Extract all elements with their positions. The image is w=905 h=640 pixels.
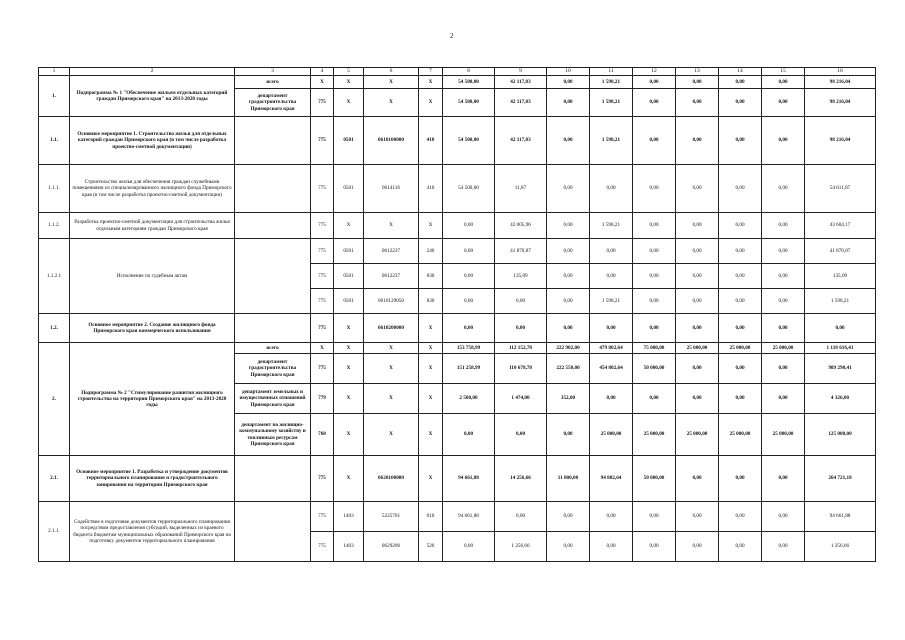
table-cell: 135,09 — [495, 264, 547, 289]
table-cell: 0,00 — [633, 76, 676, 89]
table-cell: 25 000,00 — [719, 343, 762, 354]
header-cell: 16 — [805, 68, 876, 76]
row-title: Основное мероприятие 1. Разработка и утверждение документов территориального планирования и градостроительного зонирования на территории Приморского края — [70, 456, 235, 502]
table-cell: 0,00 — [762, 89, 805, 117]
table-cell: 775 — [311, 213, 334, 239]
row-title: Исполнение по судебным актам — [70, 239, 235, 314]
table-cell: 0501 — [334, 165, 364, 213]
table-cell: 0,00 — [762, 289, 805, 314]
table-cell: 0,00 — [719, 532, 762, 562]
table-row — [39, 314, 876, 343]
row-number: 1.1.2.1 — [39, 239, 70, 314]
table-cell: 0612237 — [364, 239, 419, 264]
table-cell: 0610200000 — [364, 314, 419, 343]
table-cell: 98 216,04 — [805, 117, 876, 165]
row-title: Основное мероприятие 1. Строительство жилья для отдельных категорий граждан Приморского края (в том числе разработка проектно-сметной документации) — [70, 117, 235, 165]
table-cell: 0,00 — [805, 314, 876, 343]
table-cell: 0,00 — [633, 239, 676, 264]
table-cell: департамент градостроительства Приморского края — [235, 354, 311, 384]
table-cell: 775 — [311, 532, 334, 562]
table-cell: 25 000,00 — [762, 343, 805, 354]
table-cell: 0,00 — [547, 76, 590, 89]
row-title: Разработка проектно-сметной документации для строительства жилья отдельным категориям граждан Приморского края — [70, 213, 235, 239]
table-cell: 352,00 — [547, 384, 590, 414]
table-cell: 0,00 — [547, 502, 590, 532]
table-cell: Х — [419, 343, 443, 354]
table-cell: 0,00 — [762, 165, 805, 213]
header-cell: 14 — [719, 68, 762, 76]
table-cell: 222 902,00 — [547, 343, 590, 354]
row-title: Содействие в подготовке документов территориального планирования посредством предоставления субсидий, выделенных из краевого бюджета бюджетам муниципальных образований Приморского края на подготовку документов территориального планирования — [70, 502, 235, 562]
table-cell: 0,00 — [719, 239, 762, 264]
table-cell: 010 — [419, 502, 443, 532]
table-cell: 0,00 — [719, 117, 762, 165]
table-cell: 775 — [311, 117, 334, 165]
table-cell: Х — [364, 76, 419, 89]
table-cell: 0,00 — [443, 289, 495, 314]
table-cell: 0,00 — [719, 289, 762, 314]
table-cell: Х — [334, 213, 364, 239]
table-cell: Х — [311, 76, 334, 89]
table-cell: 54 500,00 — [443, 76, 495, 89]
table-cell: 0,00 — [633, 289, 676, 314]
table-cell: 775 — [311, 502, 334, 532]
header-cell: 3 — [235, 68, 311, 76]
table-cell: Х — [364, 384, 419, 414]
table-cell: 25 000,00 — [676, 414, 719, 456]
table-cell: 42 117,83 — [495, 89, 547, 117]
table-cell: 50 000,00 — [633, 354, 676, 384]
table-cell: 410 — [419, 165, 443, 213]
table-cell: 0,00 — [719, 89, 762, 117]
table-cell: Х — [364, 89, 419, 117]
table-cell: 0,00 — [719, 165, 762, 213]
table-cell: 830 — [419, 289, 443, 314]
table-cell: 0,00 — [762, 314, 805, 343]
table-cell: 0,00 — [719, 354, 762, 384]
table-cell: 1 598,21 — [590, 89, 633, 117]
table-cell: Х — [334, 414, 364, 456]
table-cell: 0501 — [334, 239, 364, 264]
table-row — [39, 343, 876, 354]
table-cell: 151 258,99 — [443, 354, 495, 384]
table-cell: 1 598,21 — [590, 76, 633, 89]
table-cell: 0,00 — [719, 314, 762, 343]
table-cell: 135,09 — [805, 264, 876, 289]
table-cell: 240 — [419, 239, 443, 264]
table-cell: 112 152,78 — [495, 343, 547, 354]
table-row — [39, 117, 876, 165]
table-cell: всего — [235, 76, 311, 89]
table-cell: Х — [419, 414, 443, 456]
table-cell: 0501 — [334, 117, 364, 165]
table-cell: 0,00 — [719, 502, 762, 532]
table-cell: 54 500,00 — [443, 165, 495, 213]
table-cell: 94 661,88 — [443, 502, 495, 532]
table-cell: 0,00 — [719, 264, 762, 289]
table-cell: Х — [334, 354, 364, 384]
table-cell: 1 598,21 — [590, 213, 633, 239]
table-cell: 0,00 — [590, 532, 633, 562]
header-cell: 15 — [762, 68, 805, 76]
table-cell: 0,00 — [676, 117, 719, 165]
table-cell: 25 000,00 — [590, 414, 633, 456]
table-cell: 0,00 — [633, 314, 676, 343]
table-cell: 5225701 — [364, 502, 419, 532]
table-cell: 0,00 — [633, 502, 676, 532]
table-cell: 0501 — [334, 289, 364, 314]
table-cell: 0,00 — [762, 354, 805, 384]
table-cell: 25 000,00 — [719, 414, 762, 456]
table-cell: 4 326,00 — [805, 384, 876, 414]
table-row — [39, 76, 876, 89]
table-cell: 25 000,00 — [676, 343, 719, 354]
table-cell: Х — [334, 89, 364, 117]
table-cell: 153 758,99 — [443, 343, 495, 354]
table-cell — [235, 314, 311, 343]
table-cell: 0,00 — [762, 264, 805, 289]
table-cell: 1 598,21 — [805, 289, 876, 314]
table-cell: 0,00 — [676, 456, 719, 502]
table-cell: 775 — [311, 165, 334, 213]
header-cell: 12 — [633, 68, 676, 76]
table-cell: 0,00 — [676, 89, 719, 117]
table-cell: 0501 — [334, 264, 364, 289]
table-cell: 0,00 — [676, 354, 719, 384]
table-cell: 1 598,21 — [590, 117, 633, 165]
table-cell: 0,00 — [547, 239, 590, 264]
table-cell: 0,00 — [633, 532, 676, 562]
table-cell: 1 256,66 — [805, 532, 876, 562]
table-cell: 0,00 — [547, 532, 590, 562]
table-cell: 775 — [311, 456, 334, 502]
table-cell: 0,00 — [719, 456, 762, 502]
table-cell: 0,00 — [633, 384, 676, 414]
row-number: 2.1. — [39, 456, 70, 502]
table-row — [39, 165, 876, 213]
table-cell: 2 500,00 — [443, 384, 495, 414]
table-cell: 0629206 — [364, 532, 419, 562]
table-cell: 1 256,66 — [495, 532, 547, 562]
header-cell: 13 — [676, 68, 719, 76]
table-cell: 779 — [311, 384, 334, 414]
table-cell: 11,87 — [495, 165, 547, 213]
table-cell: 479 802,64 — [590, 343, 633, 354]
table-cell: 0,00 — [547, 289, 590, 314]
table-cell: 94 802,64 — [590, 456, 633, 502]
table-cell: 0,00 — [590, 239, 633, 264]
table-cell: Х — [364, 354, 419, 384]
table-cell: 775 — [311, 314, 334, 343]
table-cell: 0,00 — [443, 264, 495, 289]
table-cell: департамент земельных и имущественных отношений Приморского края — [235, 384, 311, 414]
row-number: 2.1.1. — [39, 502, 70, 562]
table-cell: 0,00 — [633, 117, 676, 165]
table-cell: всего — [235, 343, 311, 354]
table-cell: 0,00 — [719, 384, 762, 414]
header-cell: 5 — [334, 68, 364, 76]
table-cell: Х — [334, 314, 364, 343]
header-cell: 9 — [495, 68, 547, 76]
table-cell: 0,00 — [719, 76, 762, 89]
table-cell: 0,00 — [443, 314, 495, 343]
table-cell: 0612237 — [364, 264, 419, 289]
table-cell: 0,00 — [590, 314, 633, 343]
header-cell: 2 — [70, 68, 235, 76]
table-cell: департамент градостроительства Приморского края — [235, 89, 311, 117]
table-cell: 0,00 — [676, 502, 719, 532]
table-cell: 1 474,00 — [495, 384, 547, 414]
table-cell: 0,00 — [676, 314, 719, 343]
table-cell: 1 598,21 — [590, 289, 633, 314]
table-cell: 1403 — [334, 502, 364, 532]
table-row — [39, 213, 876, 239]
table-cell: Х — [311, 343, 334, 354]
table-cell: 264 721,18 — [805, 456, 876, 502]
table-cell: 775 — [311, 89, 334, 117]
table-cell: 0,00 — [633, 165, 676, 213]
table-cell: 0,00 — [762, 76, 805, 89]
header-cell: 7 — [419, 68, 443, 76]
table-cell: 0,00 — [762, 502, 805, 532]
table-cell: 41 870,87 — [495, 239, 547, 264]
table-cell: Х — [419, 456, 443, 502]
table-cell: Х — [419, 89, 443, 117]
table-cell: 0,00 — [762, 456, 805, 502]
table-cell: 0614116 — [364, 165, 419, 213]
table-cell: 0,00 — [547, 414, 590, 456]
header-cell: 4 — [311, 68, 334, 76]
table-cell: 43 604,17 — [805, 213, 876, 239]
table-cell: 0,00 — [762, 384, 805, 414]
table-cell: 0,00 — [547, 117, 590, 165]
row-number: 2. — [39, 343, 70, 456]
table-cell: Х — [334, 456, 364, 502]
table-cell: 410 — [419, 117, 443, 165]
row-title: Подпрограмма № 1 "Обеспечение жильем отдельных категорий граждан Приморского края" на 2013-2020 годы — [70, 76, 235, 117]
table-cell: 125 000,00 — [805, 414, 876, 456]
row-number: 1.1. — [39, 117, 70, 165]
table-cell: 50 000,00 — [633, 456, 676, 502]
table-cell: 520 — [419, 532, 443, 562]
header-cell: 10 — [547, 68, 590, 76]
table-cell: 0610129050 — [364, 289, 419, 314]
table-cell: 0610100000 — [364, 117, 419, 165]
table-cell: 454 802,64 — [590, 354, 633, 384]
header-cell: 8 — [443, 68, 495, 76]
table-cell — [235, 456, 311, 502]
table-cell: 98 216,04 — [805, 76, 876, 89]
table-row — [39, 502, 876, 532]
table-cell: 0,00 — [633, 213, 676, 239]
header-cell: 6 — [364, 68, 419, 76]
table-cell: департамент по жилищно-коммунальному хозяйству и топливным ресурсам Приморского края — [235, 414, 311, 456]
table-cell: 0,00 — [590, 264, 633, 289]
table-cell: 0,00 — [547, 213, 590, 239]
table-cell: 0,00 — [443, 213, 495, 239]
table-cell: 0,00 — [633, 264, 676, 289]
table-cell: 0,00 — [590, 502, 633, 532]
table-row — [39, 456, 876, 502]
table-cell: 768 — [311, 414, 334, 456]
row-number: 1. — [39, 76, 70, 117]
table-cell — [235, 239, 311, 314]
table-cell: 54 500,00 — [443, 117, 495, 165]
table-cell — [235, 117, 311, 165]
table-cell: 0,00 — [676, 165, 719, 213]
table-cell: Х — [419, 76, 443, 89]
table-cell: 0,00 — [547, 165, 590, 213]
table-cell: 0,00 — [676, 289, 719, 314]
table-cell: 0,00 — [495, 289, 547, 314]
table-cell: 0,00 — [443, 414, 495, 456]
table-cell: 0,00 — [547, 264, 590, 289]
table-cell: 0,00 — [762, 239, 805, 264]
table-cell: 0,00 — [719, 213, 762, 239]
table-cell: 0,00 — [547, 314, 590, 343]
table-cell: 0,00 — [590, 165, 633, 213]
table-cell: 11 000,00 — [547, 456, 590, 502]
budget-table — [38, 67, 876, 562]
table-cell: 0,00 — [495, 502, 547, 532]
table-cell: 0,00 — [443, 532, 495, 562]
table-cell: 25 000,00 — [762, 414, 805, 456]
table-cell: 0,00 — [547, 89, 590, 117]
table-cell: 775 — [311, 239, 334, 264]
table-cell — [235, 165, 311, 213]
table-cell: 54 611,87 — [805, 165, 876, 213]
table-cell: 42 005,96 — [495, 213, 547, 239]
row-title: Основное мероприятие 2. Создание жилищного фонда Приморского края коммерческого использования — [70, 314, 235, 343]
table-cell: 110 678,78 — [495, 354, 547, 384]
table-cell: 775 — [311, 264, 334, 289]
table-cell: 775 — [311, 354, 334, 384]
header-cell: 11 — [590, 68, 633, 76]
table-cell: 1 118 616,41 — [805, 343, 876, 354]
table-cell: Х — [334, 343, 364, 354]
page-number: 2 — [450, 32, 454, 40]
table-cell: 775 — [311, 289, 334, 314]
table-cell: 0,00 — [443, 239, 495, 264]
table-cell: 830 — [419, 264, 443, 289]
table-cell: 42 117,83 — [495, 117, 547, 165]
table-cell: 54 500,00 — [443, 89, 495, 117]
table-cell: 94 661,88 — [443, 456, 495, 502]
table-cell: Х — [334, 76, 364, 89]
table-cell: 14 256,66 — [495, 456, 547, 502]
table-cell: 0,00 — [676, 239, 719, 264]
table-cell: 0,00 — [590, 384, 633, 414]
table-cell: Х — [364, 213, 419, 239]
table-cell: 0,00 — [762, 213, 805, 239]
table-cell: 989 290,41 — [805, 354, 876, 384]
table-cell: 75 000,00 — [633, 343, 676, 354]
table-cell: 42 117,83 — [495, 76, 547, 89]
table-cell: 0620100000 — [364, 456, 419, 502]
row-title: Подпрограмма № 2 "Стимулирование развития жилищного строительства на территории Приморского края" на 2013-2020 годы — [70, 343, 235, 456]
table-row — [39, 239, 876, 264]
table-cell: 0,00 — [676, 532, 719, 562]
table-cell — [235, 213, 311, 239]
header-cell: 1 — [39, 68, 70, 76]
row-number: 1.1.1. — [39, 165, 70, 213]
row-number: 1.2. — [39, 314, 70, 343]
table-cell: 0,00 — [495, 314, 547, 343]
table-cell: Х — [334, 384, 364, 414]
table-cell: Х — [419, 314, 443, 343]
table-cell: Х — [419, 213, 443, 239]
table-cell — [235, 502, 311, 562]
table-cell: Х — [364, 343, 419, 354]
table-cell: 0,00 — [676, 384, 719, 414]
header-row — [39, 68, 876, 76]
table-cell: 41 870,87 — [805, 239, 876, 264]
table-cell: 0,00 — [676, 76, 719, 89]
table-cell: 1403 — [334, 532, 364, 562]
table-cell: 98 216,04 — [805, 89, 876, 117]
row-title: Строительство жилья для обеспечения граждан служебными помещениями из специализированного жилищного фонда Приморского края (в том числе разработка проектно-сметной документации) — [70, 165, 235, 213]
table-cell: 25 000,00 — [633, 414, 676, 456]
table-cell: 222 550,00 — [547, 354, 590, 384]
table-cell: Х — [419, 354, 443, 384]
table-cell: 0,00 — [676, 264, 719, 289]
table-cell: Х — [419, 384, 443, 414]
table-cell: 0,00 — [676, 213, 719, 239]
table-cell: 0,00 — [762, 117, 805, 165]
table-cell: 94 661,88 — [805, 502, 876, 532]
table-cell: 0,00 — [495, 414, 547, 456]
row-number: 1.1.2. — [39, 213, 70, 239]
table-cell: Х — [364, 414, 419, 456]
table-cell: 0,00 — [633, 89, 676, 117]
table-cell: 0,00 — [762, 532, 805, 562]
